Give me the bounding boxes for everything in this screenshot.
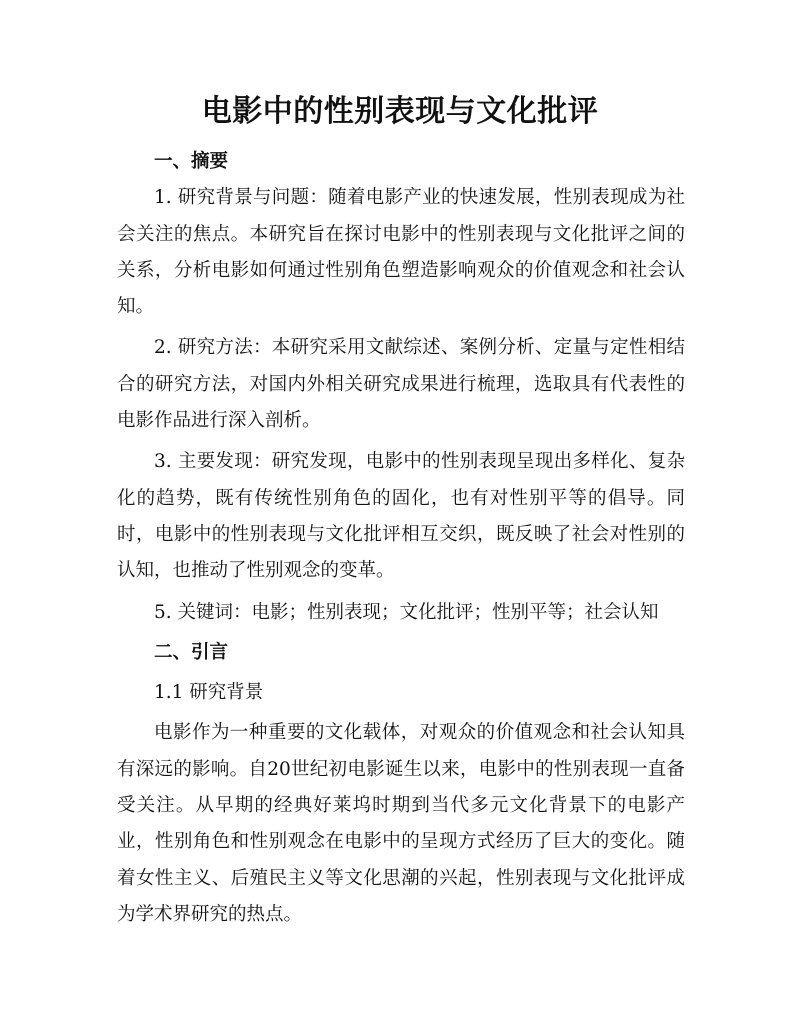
abstract-item-background: 1. 研究背景与问题：随着电影产业的快速发展，性别表现成为社会关注的焦点。本研究旨在探讨电影中的性别表现与文化批评之间的关系，分析电影如何通过性别角色塑造影响观众的价值观念和社会认知。 bbox=[117, 187, 685, 318]
abstract-item-method: 2. 研究方法：本研究采用文献综述、案例分析、定量与定性相结合的研究方法，对国内外相关研究成果进行梳理，选取具有代表性的电影作品进行深入剖析。 bbox=[117, 337, 685, 432]
section-heading-abstract: 一、摘要 bbox=[154, 151, 229, 172]
document-title: 电影中的性别表现与文化批评 bbox=[201, 94, 599, 129]
subsection-heading-background: 1.1 研究背景 bbox=[154, 682, 264, 704]
section-heading-intro: 二、引言 bbox=[154, 641, 229, 663]
document-body bbox=[117, 144, 685, 933]
intro-paragraph: 电影作为一种重要的文化载体，对观众的价值观念和社会认知具有深远的影响。自20世纪初电影诞生以来，电影中的性别表现一直备受关注。从早期的经典好莱坞时期到当代多元文化背景下的电影产业，性别角色和性别观念在电影中的呈现方式经历了巨大的变化。随着女性主义、后殖民主义等文化思潮的兴起，性别表现与文化批评成为学术界研究的热点。 bbox=[117, 722, 685, 925]
abstract-item-keywords: 5. 关键词：电影；性别表现；文化批评；性别平等；社会认知 bbox=[154, 601, 659, 623]
abstract-item-findings: 3. 主要发现：研究发现，电影中的性别表现呈现出多样化、复杂化的趋势，既有传统性别角色的固化，也有对性别平等的倡导。同时，电影中的性别表现与文化批评相互交织，既反映了社会对性别的认知，也推动了性别观念的变革。 bbox=[117, 451, 685, 582]
